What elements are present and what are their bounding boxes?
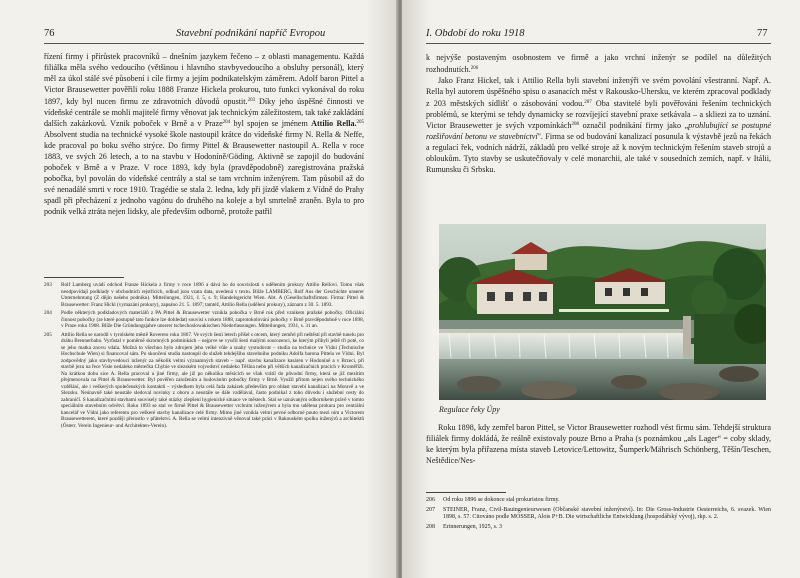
text-run: ". Firma se od budování kanalizací posunula k výstavbě jezů na řekách a regulací řek, vodních nádrží, základů pro velké stroje až k novým technickým řešením staveb strojů a obloukům. Tyto stavby se uskutečňovaly v celé monarchii, ale také v sousedních zemích, např. v Itálii, Rumunsku či Srbsku. — [426, 132, 771, 175]
page-number-left: 76 — [44, 28, 55, 39]
text-run: řízení firmy i přírůstek pracovníků – dnešním jazykem řečeno – z oblasti managementu. Každá filiálka měla svého vedoucího (většinou i hlavního stavbyvedoucího a obsluhy personál), který měl za úkol stálé své působení i cíle firmy a jejím podnikatelským záměrem. Adolf baron Pittel a Victor Brausewetter pověřili roku 1888 Franze Hickela prokurou, tuto funkci vykonával do roku 1897, kdy byl nucen firmu ze zdravotních důvodů opustit. — [44, 52, 364, 106]
italic-quote: prohlubující se postupné rozšiřování betonu ve stavebnictví — [426, 121, 772, 142]
footnote-number: 203 — [44, 282, 52, 288]
footnote-ref: 203 — [247, 97, 256, 103]
body-paragraph — [44, 52, 364, 218]
text-run: Absolvent studia na technické vysoké škole nastoupil krátce do vídeňské firmy N. Rella & Neffe, kde pracoval po boku svého strýce. Do firmy Pittel & Brausewetter nastoupil A. Rella v roce 1883, ve svých 26 letech, a to na stavbu v Hodoníně/Göding. Aktivně se zapojil do budování poboček v Brně a v Praze. V roce 1893, kdy byla (pravděpodobně) zaregistrována pražská pobočka, byl povolán do vídeňské centrály a stal se tam vrchním inženýrem. Tam působil až do své nenadálé smrti v roce 1910. Tragédie se stala 2. ledna, kdy při jízdě vlakem z Vídně do Prahy spadl při přecházení z jednoho vagónu do druhého na koleje a byl smrtelně zraněn. Byla to pro podnik velká ztráta nejen lidsky, ale především odborně, protože patřil — [44, 130, 364, 216]
body-paragraph — [426, 423, 771, 467]
footnote — [426, 507, 771, 522]
footnote-number: 207 — [426, 506, 435, 513]
header-rule-left — [44, 43, 364, 44]
footnote — [426, 524, 771, 532]
text-run: Jako Franz Hickel, tak i Attilio Rella byli stavební inženýři ve svém povolání všestranní. Např. A. Rella byl autorem úspěšného spisu o asanacích měst v Rakousko-Uhersku, ve kterém zpracoval podklady z 203 městských sídlišť o zásobování vodou. — [426, 75, 771, 108]
body-paragraph — [426, 76, 771, 176]
text-run: Díky jeho úspěšné činnosti ve vídeňské centrále se mohli majitelé firmy věnovat jak technickým záležitostem, tak také zakládání dalších zakázkovů. Vznik poboček v Brně a v Praze — [44, 96, 364, 129]
river-regulation-photo — [439, 224, 766, 400]
footnote-ref: 206 — [470, 65, 479, 71]
figure-caption: Regulace řeky Úpy — [439, 405, 500, 414]
footnote-ref: 204 — [222, 120, 231, 126]
footnote-number: 206 — [426, 497, 435, 503]
left-footnotes — [44, 282, 364, 432]
text-run: označil podnikání firmy jako „ — [579, 121, 689, 131]
footnote-number: 204 — [44, 310, 52, 317]
running-head-right: I. Období do roku 1918 — [426, 28, 525, 39]
right-body-text-top — [426, 53, 771, 176]
text-run: Roku 1898, kdy zemřel baron Pittel, se Victor Brausewetter rozhodl vést firmu sám. Tehdejší struktura filiálek firmy dokládá, že reálně existovaly pouze Brno a Praha (s poznámkou „als Lager“ = coby sklady, ke kterým byla přiřazena místa staveb Letovice/Lettowitz, Šumperk/Mährisch Schönberg, Těšín/Teschen, Neštědice/Nes- — [426, 423, 771, 465]
running-head-left: Stavební podnikání napříč Evropou — [176, 28, 326, 39]
footnote-rule-left — [44, 277, 124, 278]
text-run: byl spojen se jménem — [230, 119, 312, 129]
footnote-text: Podle některých podkladových materiálů z PA Pittel & Brausewetter vznikla pobočka v Brně rok před vznikem pražské pobočky. Oficiální činnost pobočky (ze které postupně tato funkce lze dohledat) souvisí s rokem 1888, zaprotokolování pobočky v Brně pravděpodobně v roce 1898, v Praze roku 1908. Blíže Die Gründungsjahre unserer tschechoslowakischen Niederlassungen. Mitteilungen, 1931, s. 31 an. — [61, 310, 364, 330]
footnote-text: Erinnerungen, 1925, s. 3 — [443, 524, 502, 531]
left-page — [0, 0, 398, 578]
right-footnotes — [426, 497, 771, 534]
footnote-text: Attilio Rella se narodil v tyrolském městě Rovereto roku 1867. Ve svých šesti letech přišel s otcem, který zemřel při neštěstí při stavbě tunelu pro dráhu Brennerbahn. Vyrůstal v poměrně skromných podmínkách – nejprve se vyučil šesti malými sourozenci, ke kterým přibyli ještě tři poté, co se jeho matka znovu vdala. Možná to všechno bylo zdrojem jeho velké vůle a snahy vystudovat – studia na technice ve Vídni (Technische Hochschule Wien) si financoval sám. Po skončení studia nastoupil do služeb tehdejšího stavebního podniku Adolfa barona Pittela ve Vídni. Byl zodpovědný jako stavbyvedoucí inženýr za několik velmi významných staveb – např. stavbu kanalizace kasáren v Hodoníně a v Brzeci, při stavbě jezu na řece Visle nedaleko městečka Chybie ve slezském vojvodství nedaleko Těšína nebo při větších kanalizačních pracích v Kroměříži. Na krátkou dobu sice A. Rella pracoval u jiné firmy, ale již po několika měsících se však vrátil do původní firmy, která se již mezitím přejmenovala na Pittel & Brausewetter. Byl pověřen založením a budováním pobočky firmy v Brně. Využil přitom nejen svého technického vzdělání, ale i veškerých společenských kontaktů – výsledkem byla celá řada zakázek především pro oblast stavebí kanalizací na Moravě a ve Slezsku. Neúnavně také neustále sledoval novinky z oboru a neustále se dále vzdělával, často podnikal z toho důvodu i služební cesty do zahraničí. S kanalizačními stavbami souvisely také otázky zlepšení hygienické situace ve městech. Stal se uznávaným odborníkem právě v tomto speciálním stavebním odvětví. Roku 1893 se stal ve firmě Pittel & Brausewetter vrchním inženýrem a byla mu udělena prokura pro centrální kancelář ve Vídni jako referentu pro veškeré stavby kanalizace celé firmy. Mimo jiné vznikla velmi pevné odborné pouto mezi ním a Victorem Brausewetterem, které později přerostlo v přátelství. A. Rella se velmi intenzivně věnoval také práci v Rakouském spolku inženýrů a architektů (Österr. Verein Ingenieur- und Architekten-Verein). — [61, 331, 364, 429]
footnote-number: 208 — [426, 524, 435, 531]
header-rule-right — [426, 43, 771, 44]
left-body-text — [44, 52, 364, 218]
page-number-right: 77 — [757, 28, 768, 39]
footnote — [426, 497, 771, 505]
footnote — [44, 332, 364, 430]
text-run: k nejvýše postaveným osobnostem ve firmě a jako vrchní inženýr se podílel na důležitých rozhodnutích. — [426, 53, 771, 74]
footnote — [44, 282, 364, 308]
emphasized-name: Attilio Rella. — [311, 119, 357, 129]
footnote-ref: 208 — [571, 122, 580, 128]
body-paragraph — [426, 53, 771, 76]
footnote-ref: 207 — [584, 99, 592, 105]
text-run: Oba stavitelé byli pověřováni řešením technických problémů, se kterými se tehdy dynamicky se rozvíjející stavební praxe setkávala – a skliezi za to uznání. Victor Brausewetter je svých vzpomínkách — [426, 98, 771, 131]
footnote-rule-right — [426, 492, 506, 493]
footnote — [44, 310, 364, 330]
footnote-text: STEINER, Franz, Civil-Bauingenieurwesen (Občanské stavební inženýrství). In: Die Gross-Industrie Oesterreichs, 6. svazek. Wien 1898, s. 57. Citováno podle MOSSER, Alois P+B. Die wirtschaftliche Entwicklung (hospodářský vývoj), rkp. s. 2. — [443, 506, 771, 521]
footnote-text: Od roku 1896 se dokonce stal prokuristou firmy. — [443, 497, 560, 503]
footnote-ref: 205 — [356, 120, 365, 126]
right-body-text-bottom — [426, 423, 771, 467]
footnote-number: 205 — [44, 331, 52, 338]
footnote-text: Rolf Lamberg uvádí odchod Franze Hickela z firmy v roce 1896 a dává ho do souvislosti s udělením prokury Attilio Rellovi. Tomu však neodpovídají podklady v obchodních rejstřících, odkud jsou vzata data, uvedená v textu. Blíže LAMBERG, Rolf Aus der Geschichte unserer Unternehmung (Z dějin našeho podniku). Mitteilungen, 1921, č. 5, s. 9; Handelsgericht Wien. Abt. A (Gesellschaftsfirmen. Firma: Pittel & Brausewetter: Franz Hickl (vymazání prokury), zapsáno 21. 5. 1897; tamtéž, Attilio Rella (udělení prokury), záznam z 30. 5. 1893. — [61, 282, 364, 308]
